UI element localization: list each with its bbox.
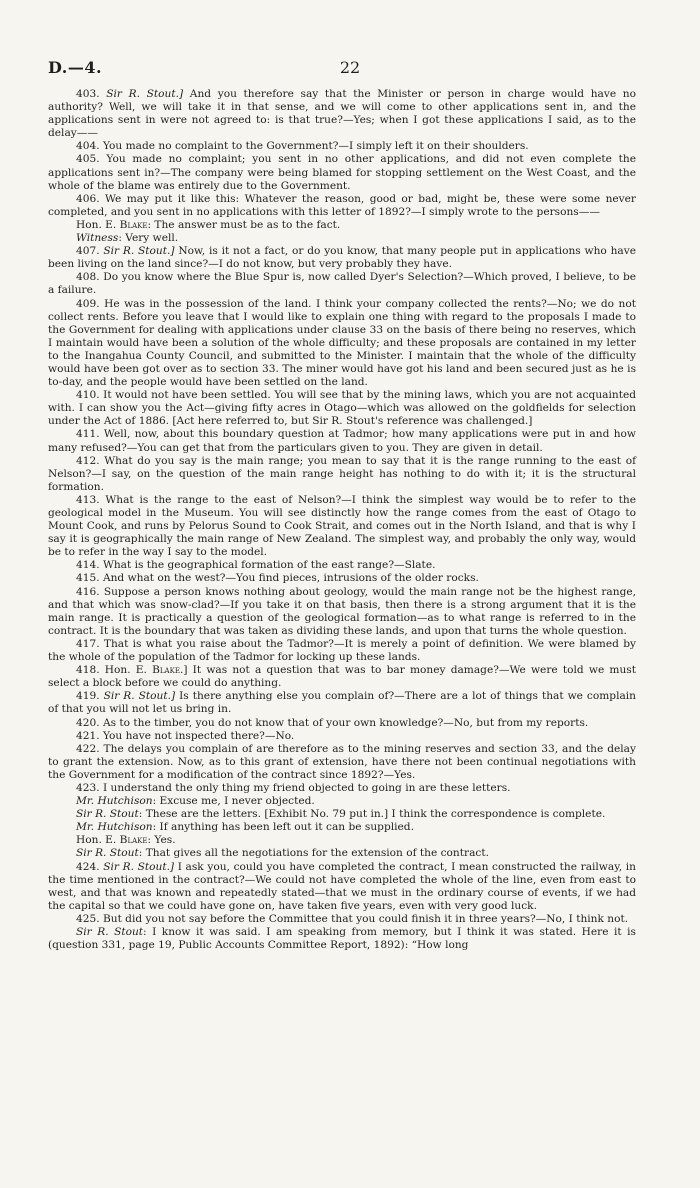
speaker-name: Blake: [119, 834, 148, 847]
evidence-paragraph: [48, 153, 636, 192]
paragraph-prefix: 419.: [76, 690, 104, 703]
speaker-name: Sir R. Stout: [76, 926, 144, 938]
evidence-paragraph: [48, 913, 636, 926]
speaker-name: Sir R. Stout: [76, 808, 139, 821]
evidence-paragraph: [48, 88, 636, 140]
speaker-name: Mr. Hutchison: [76, 795, 153, 808]
evidence-paragraph: [48, 861, 636, 913]
speaker-name: Blake.]: [152, 664, 188, 677]
evidence-paragraph: [48, 298, 636, 390]
paragraph-text: 421. You have not inspected there?—No.: [76, 729, 295, 742]
evidence-paragraph: [48, 730, 636, 743]
evidence-paragraph: [48, 428, 636, 454]
paragraph-prefix: Hon. E.: [76, 834, 120, 847]
paragraph-text: 408. Do you know where the Blue Spur is, now called Dyer's Selection?—Which proved, I believe, to be a failure.: [48, 271, 636, 297]
speaker-name: Sir R. Stout.]: [103, 860, 175, 873]
evidence-paragraph: [48, 847, 636, 860]
evidence-paragraph: [48, 219, 636, 232]
paragraph-prefix: 424.: [76, 860, 104, 873]
paragraph-text: 417. That is what you raise about the Tadmor?—It is merely a point of definition. We were blamed by the whole of the population of the Tadmor for locking up these lands.: [48, 637, 636, 664]
evidence-paragraph: [48, 808, 636, 821]
evidence-paragraph: [48, 834, 636, 847]
speaker-name: Sir R. Stout.]: [103, 690, 176, 703]
page-number: 22: [339, 58, 361, 77]
paragraph-text: : These are the letters. [Exhibit No. 79 put in.] I think the correspondence is complete.: [138, 808, 606, 821]
speaker-name: Blake: [119, 218, 148, 231]
evidence-paragraph: [48, 245, 636, 271]
evidence-paragraph: [48, 795, 636, 808]
paragraph-text: : The answer must be as to the fact.: [147, 218, 341, 231]
paragraph-text: : Excuse me, I never objected.: [152, 795, 315, 808]
paragraph-text: 413. What is the range to the east of Nelson?—I think the simplest way would be to refer to the geological model in the Museum. You will see distinctly how the range comes from the east of Otago to Mount Cook, and runs by Pelorus Sound to Cook Strait, and comes out in the North Island, and that is why I say it is geographically the main range of New Zealand. The simplest way, and probably the only way, would be to refer in the way I say to the model.: [48, 493, 636, 559]
evidence-paragraph: [48, 455, 636, 494]
evidence-paragraph: [48, 782, 636, 795]
speaker-name: Sir R. Stout.]: [103, 245, 175, 258]
evidence-paragraph: [48, 232, 636, 245]
paragraph-text: : Very well.: [118, 232, 179, 245]
paragraph-text: 412. What do you say is the main range; you mean to say that it is the range running to the east of Nelson?—I say, on the question of the main range height has nothing to do with it; it is the structural formation.: [48, 454, 636, 493]
evidence-paragraph: [48, 271, 636, 297]
evidence-paragraph: [48, 559, 636, 572]
paragraph-prefix: 407.: [76, 245, 104, 258]
paragraph-text: 423. I understand the only thing my friend objected to going in are these letters.: [76, 781, 511, 794]
paragraph-text: Is there anything else you complain of?—There are a lot of things that we complain of that you will not let us bring in.: [48, 690, 636, 716]
paragraph-text: It was not a question that was to bar money damage?—We were told we must select a block before we could do anything.: [48, 664, 636, 690]
paragraph-text: 411. Well, now, about this boundary question at Tadmor; how many applications were put in and how many refused?—You can get that from the particulars given to you. They are given in detail.: [48, 428, 636, 454]
evidence-paragraph: [48, 572, 636, 585]
paragraph-text: 416. Suppose a person knows nothing about geology, would the main range not be the highest range, and that which was snow-clad?—If you take it on that basis, then there is a strong argument that it is the main range. It is practically a question of the geological formation—as to what range is referred to in the contract. It is the boundary that was taken as dividing these lands, and upon that turns the whole question.: [48, 585, 636, 637]
evidence-paragraph: [48, 664, 636, 690]
paragraph-prefix: 403.: [76, 88, 107, 100]
paragraph-text: : If anything has been left out it can be supplied.: [152, 821, 414, 834]
paragraph-prefix: 418. Hon. E.: [76, 664, 153, 677]
paragraph-text: 405. You made no complaint; you sent in no other applications, and did not even complete the applications sent in?—The company were being blamed for stopping settlement on the West Coast, and the whole of the blame was entirely due to the Government.: [48, 153, 636, 192]
paragraph-text: : That gives all the negotiations for the extension of the contract.: [138, 847, 489, 860]
paragraph-text: : I know it was said. I am speaking from memory, but I think it was stated. Here it is (question 331, page 19, Public Accounts Committee Report, 1892): “How long: [48, 926, 636, 952]
paragraph-text: 420. As to the timber, you do not know that of your own knowledge?—No, but from my reports.: [76, 716, 589, 729]
paragraph-text: 425. But did you not say before the Committee that you could finish it in three years?—No, I think not.: [76, 912, 629, 925]
paragraph-text: 406. We may put it like this: Whatever the reason, good or bad, might be, these were some never completed, and you sent in no applications with this letter of 1892?—I simply wrote to the persons——: [48, 192, 636, 218]
speaker-name: Sir R. Stout: [76, 847, 139, 860]
speaker-name: Witness: [76, 232, 119, 245]
evidence-text: [48, 88, 636, 952]
evidence-paragraph: [48, 389, 636, 428]
paragraph-text: 410. It would not have been settled. You will see that by the mining laws, which you are not acquainted with. I can show you the Act—giving fifty acres in Otago—which was allowed on the goldfields for selection under the Act of 1886. [Act here referred to, but Sir R. Stout's reference was challenged.]: [48, 389, 636, 428]
paragraph-text: And you therefore say that the Minister or person in charge would have no authority? Well, we will take it in that sense, and we will come to other applications sent in, and the applications sent in were not agreed to: is that true?—Yes; when I got these applications I said, as to the delay——: [48, 88, 636, 140]
paragraph-text: Now, is it not a fact, or do you know, that many people put in applications who have been living on the land since?—I do not know, but very probably they have.: [48, 245, 636, 271]
evidence-paragraph: [48, 193, 636, 219]
evidence-paragraph: [48, 586, 636, 638]
paragraph-text: 415. And what on the west?—You find pieces, intrusions of the older rocks.: [76, 572, 479, 585]
evidence-paragraph: [48, 140, 636, 153]
speaker-name: Mr. Hutchison: [76, 821, 153, 834]
paragraph-text: 409. He was in the possession of the land. I think your company collected the rents?—No; we do not collect rents. Before you leave that I would like to explain one thing with regard to the proposals I made to the Government for dealing with applications under clause 33 on the basis of there being no reserves, which I maintain would have been a solution of the whole difficulty; and these proposals are contained in my letter to the Inangahua County Council, and submitted to the Minister. I maintain that the whole of the difficulty would have been got over as to section 33. The miner would have got his land and been secured just as he is to-day, and the people would have been settled on the land.: [48, 297, 636, 389]
evidence-paragraph: [48, 743, 636, 782]
evidence-paragraph: [48, 494, 636, 559]
evidence-paragraph: [48, 926, 636, 952]
paragraph-text: 414. What is the geographical formation of the east range?—Slate.: [76, 559, 436, 572]
evidence-paragraph: [48, 690, 636, 716]
evidence-paragraph: [48, 717, 636, 730]
paragraph-prefix: Hon. E.: [76, 218, 120, 231]
evidence-paragraph: [48, 638, 636, 664]
paragraph-text: 422. The delays you complain of are therefore as to the mining reserves and section 33, and the delay to grant the extension. Now, as to this grant of extension, have there not been continual negotiations with the Government for a modification of the contract since 1892?—Yes.: [48, 742, 636, 781]
document-reference: D.—4.: [48, 58, 103, 77]
paragraph-text: I ask you, could you have completed the contract, I mean constructed the railway, in the time mentioned in the contract?—We could not have completed the whole of the line, even from east to west, and that was known and repeatedly stated—that we must in the ordinary course of events, if we had the capital so that we could have gone on, have taken five years, even with very good luck.: [48, 860, 636, 912]
paragraph-text: : Yes.: [147, 834, 176, 847]
paragraph-text: 404. You made no complaint to the Government?—I simply left it on their shoulders.: [76, 140, 529, 153]
evidence-paragraph: [48, 821, 636, 834]
speaker-name: Sir R. Stout.]: [106, 88, 184, 100]
